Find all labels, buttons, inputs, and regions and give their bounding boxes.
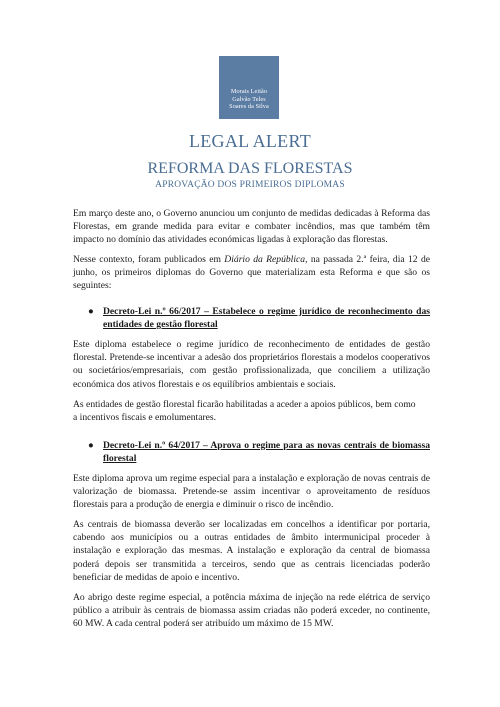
context-text-b: , na passada 2.ª feira, dia 12 de junho, os primeiros diplomas do Governo que materializam esta Reforma e que são os seguintes: (73, 254, 431, 292)
alert-title: LEGAL ALERT (188, 131, 312, 151)
context-text-a: Nesse contexto, foram publicados em (73, 254, 225, 265)
page-subtitle: APROVAÇÃO DOS PRIMEIROS DIPLOMAS (155, 180, 345, 190)
logo-line-1: Morais Leitão (230, 88, 268, 96)
logo-line-3: Soares da Silva (229, 102, 269, 110)
logo-line-2: Galvão Teles (232, 95, 266, 103)
decree-66-heading: Decreto-Lei n.º 66/2017 – Estabelece o regime jurídico de reconhecimento das entidades de gestão florestal (103, 306, 430, 331)
decree-66-description: Este diploma estabelece o regime jurídico de reconhecimento de entidades de gestão florestal. Pretende-se incentivar a adesão dos proprietários florestais a modelos cooperativos ou societários/empresariais, com gestão profissionalizada, que conciliem a utilização económica dos ativos florestais e os equilíbrios ambientais e sociais. (73, 339, 430, 390)
decree-64-power-paragraph: Ao abrigo deste regime especial, a potência máxima de injeção na rede elétrica de serviço público a atribuir às centrais de biomassa assim criadas não poderá exceder, no continente, 60 MW. A cada central poderá ser atribuído um máximo de 15 MW. (73, 592, 430, 630)
bullet-dot-1: ● (88, 306, 94, 317)
decree-64-location-paragraph: As centrais de biomassa deverão ser localizadas em concelhos a identificar por portaria, cabendo aos municípios ou a outras entidades de âmbito intermunicipal proceder à instalação e exploração das mesmas. A instalação e exploração da central de biomassa poderá depois ser transmitida a terceiros, sendo que as centrais licenciadas poderão beneficiar de medidas de apoio e incentivo. (73, 519, 430, 583)
bullet-dot-2: ● (88, 440, 94, 451)
page-title: REFORMA DAS FLORESTAS (147, 160, 353, 177)
context-publication: Diário da República (224, 254, 306, 265)
context-paragraph (73, 253, 430, 293)
firm-logo (219, 56, 279, 119)
decree-64-description: Este diploma aprova um regime especial para a instalação e exploração de novas centrais de valorização de biomassa. Pretende-se assim incentivar o aproveitamento de resíduos florestais para a produção de energia e diminuir o risco de incêndio. (73, 473, 430, 511)
decree-64-heading: Decreto-Lei n.º 64/2017 – Aprova o regime para as novas centrais de biomassa florestal (103, 440, 430, 465)
intro-paragraph: Em março deste ano, o Governo anunciou um conjunto de medidas dedicadas à Reforma das Florestas, em grande medida para evitar e combater incêndios, mas que também têm impacto no domínio das atividades económicas ligadas à exploração das florestas. (73, 208, 430, 246)
decree-66-benefits-line-2: a incentivos fiscais e emolumentares. (73, 412, 217, 423)
decree-66-benefits-line-1: As entidades de gestão florestal ficarão habilitadas a aceder a apoios públicos, bem como (73, 399, 416, 410)
